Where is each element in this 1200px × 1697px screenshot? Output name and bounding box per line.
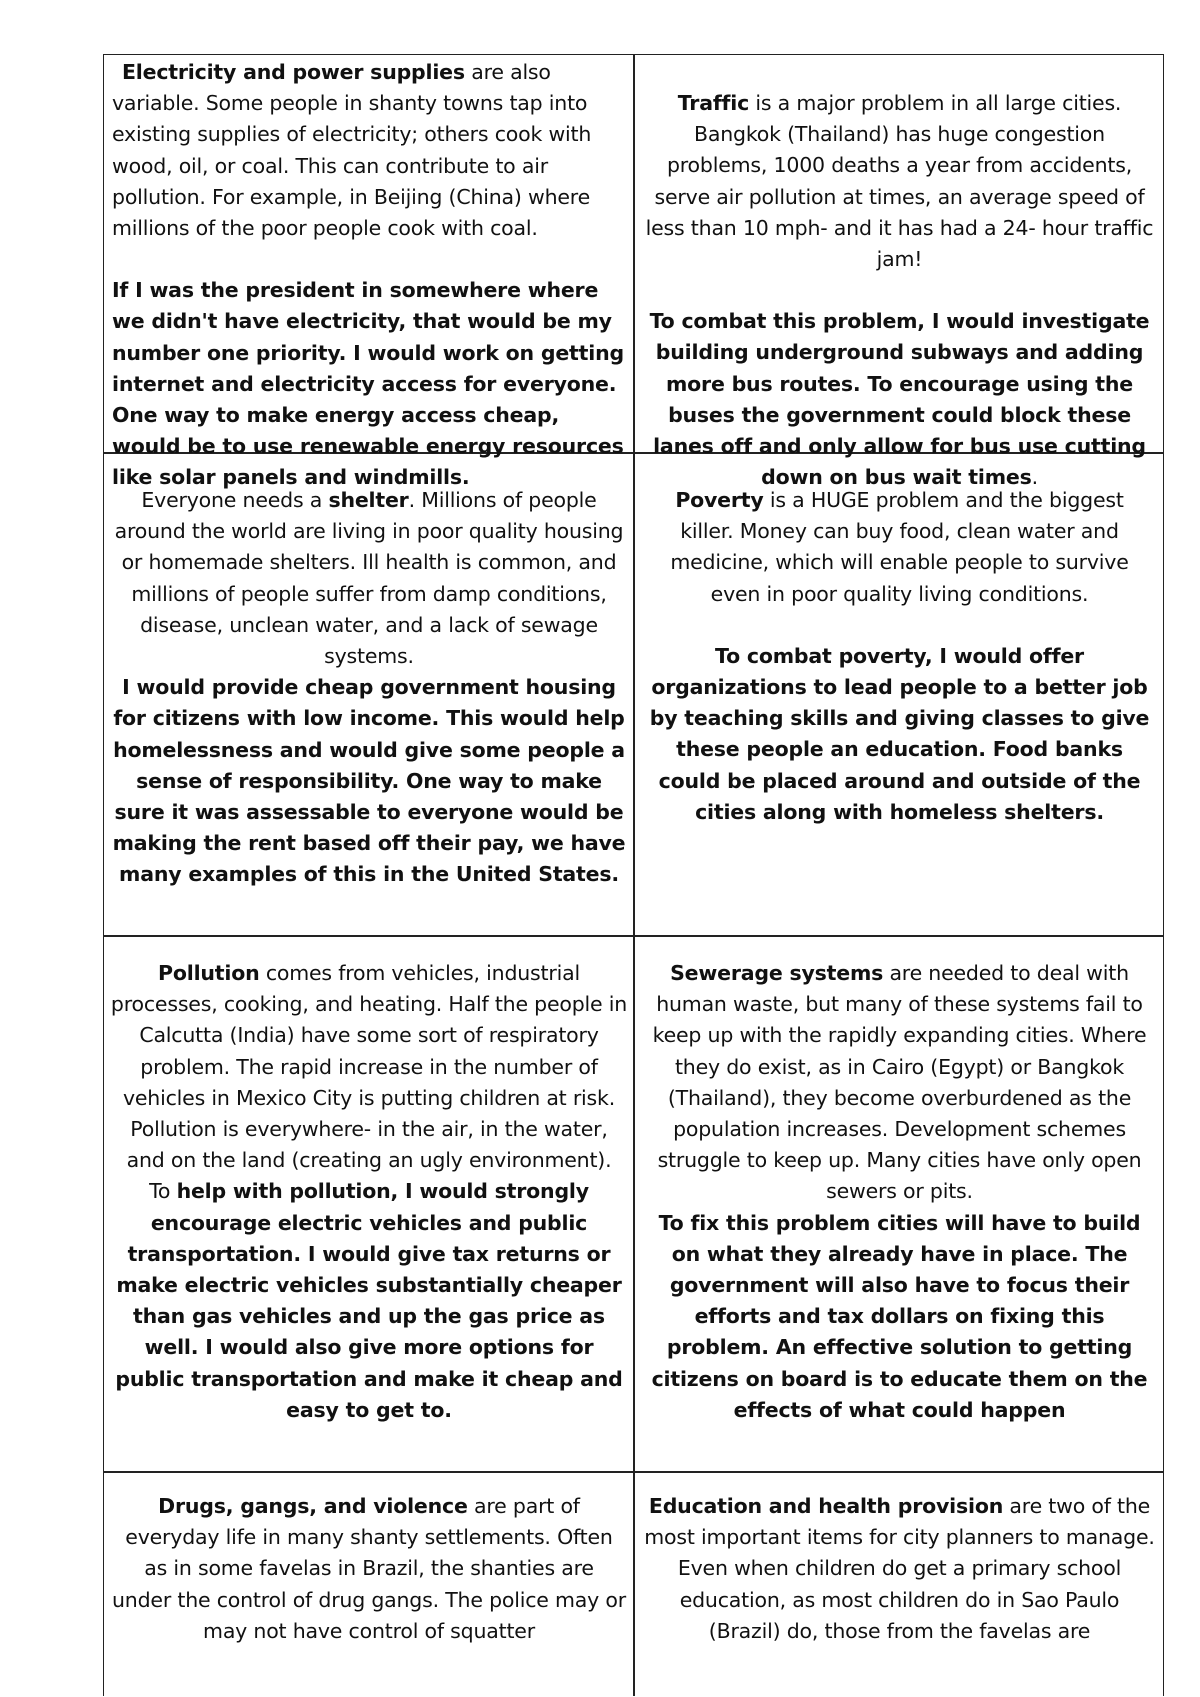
card-traffic-plan: To combat this problem, I would investigate building underground subways and adding more bus routes. To encourage using the buses the government could block these lanes off and only allow for bus use cutting down on bus wait times. [649,309,1150,490]
card-traffic-topic: Traffic [677,91,750,115]
card-poverty-text: Poverty is a HUGE problem and the biggest killer. Money can buy food, clean water and medicine, which will enable people to survive even in poor quality living conditions. [670,488,1129,606]
problems-table [103,54,1164,1696]
card-education-topic: Education and health provision [648,1494,1004,1518]
card-poverty-plan: To combat poverty, I would offer organizations to lead people to a better job by teaching skills and giving classes to give these people an education. Food banks could be placed around and outside of the cities along with homeless shelters. [649,643,1150,824]
card-pollution-topic: Pollution [158,961,260,985]
card-shelter [104,485,634,935]
card-electricity-topic: Electricity and power supplies [122,60,465,84]
card-pollution [104,958,634,1471]
card-shelter-plan: I would provide cheap government housing for citizens with low income. This would help homelessness and would give some people a sense of responsibility. One way to make sure it was assessable to everyone would be making the rent based off their pay, we have many examples of this in the United States. [112,675,626,887]
card-shelter-text: Everyone needs a shelter. Millions of people around the world are living in poor quality housing or homemade shelters. Ill health is common, and millions of people suffer from damp conditions, disease, unclean water, and a lack of sewage systems. [114,488,624,669]
card-drugs-text: Drugs, gangs, and violence are part of everyday life in many shanty settlements. Often as in some favelas in Brazil, the shanties are under the control of drug gangs. The police may or may not have control of squatter [112,1494,626,1643]
card-electricity-text: Electricity and power supplies are also variable. Some people in shanty towns tap into existing supplies of electricity; others cook with wood, oil, or coal. This can contribute to air pollution. For example, in Beijing (China) where millions of the poor people cook with coal. [112,60,592,241]
card-shelter-topic: shelter [328,488,409,512]
card-traffic-text: Traffic is a major problem in all large cities. Bangkok (Thailand) has huge congestion problems, 1000 deaths a year from accidents, serve air pollution at times, an average speed of less than 10 mph- and it has had a 24- hour traffic jam! [645,91,1154,272]
card-drugs [104,1491,634,1697]
row-divider-3 [104,1471,1163,1473]
card-sewerage [634,958,1165,1471]
card-traffic [634,88,1165,490]
card-pollution-plan: To help with pollution, I would strongly encourage electric vehicles and public transportation. I would give tax returns or make electric vehicles substantially cheaper than gas vehicles and up the gas price as well. I would also give more options for public transportation and make it cheap and easy to get to. [115,1179,623,1422]
card-sewerage-plan: To fix this problem cities will have to build on what they already have in place. The government will also have to focus their efforts and tax dollars on fixing this problem. An effective solution to getting citizens on board is to educate them on the effects of what could happen [651,1210,1148,1422]
card-education-text: Education and health provision are two of the most important items for city planners to manage. Even when children do get a primary school education, as most children do in Sao Paulo (Brazil) do, those from the favelas are [644,1494,1155,1643]
card-pollution-text: Pollution comes from vehicles, industrial processes, cooking, and heating. Half the people in Calcutta (India) have some sort of respiratory problem. The rapid increase in the number of vehicles in Mexico City is putting children at risk. Pollution is everywhere- in the air, in the water, and on the land (creating an ugly environment). [110,961,628,1173]
card-education [634,1491,1165,1697]
card-drugs-topic: Drugs, gangs, and violence [158,1494,468,1518]
card-poverty-topic: Poverty [675,488,764,512]
card-poverty [634,485,1165,935]
card-sewerage-topic: Sewerage systems [670,961,884,985]
card-electricity [104,57,634,490]
card-sewerage-text: Sewerage systems are needed to deal with human waste, but many of these systems fail to keep up with the rapidly expanding cities. Where they do exist, as in Cairo (Egypt) or Bangkok (Thailand), they become overburdened as the population increases. Development schemes struggle to keep up. Many cities have only open sewers or pits. [652,961,1147,1204]
card-electricity-plan: If I was the president in somewhere where we didn't have electricity, that would be my number one priority. I would work on getting internet and electricity access for everyone. One way to make energy access cheap, would be to use renewable energy resources like solar panels and windmills. [112,278,624,490]
row-divider-2 [104,935,1163,937]
